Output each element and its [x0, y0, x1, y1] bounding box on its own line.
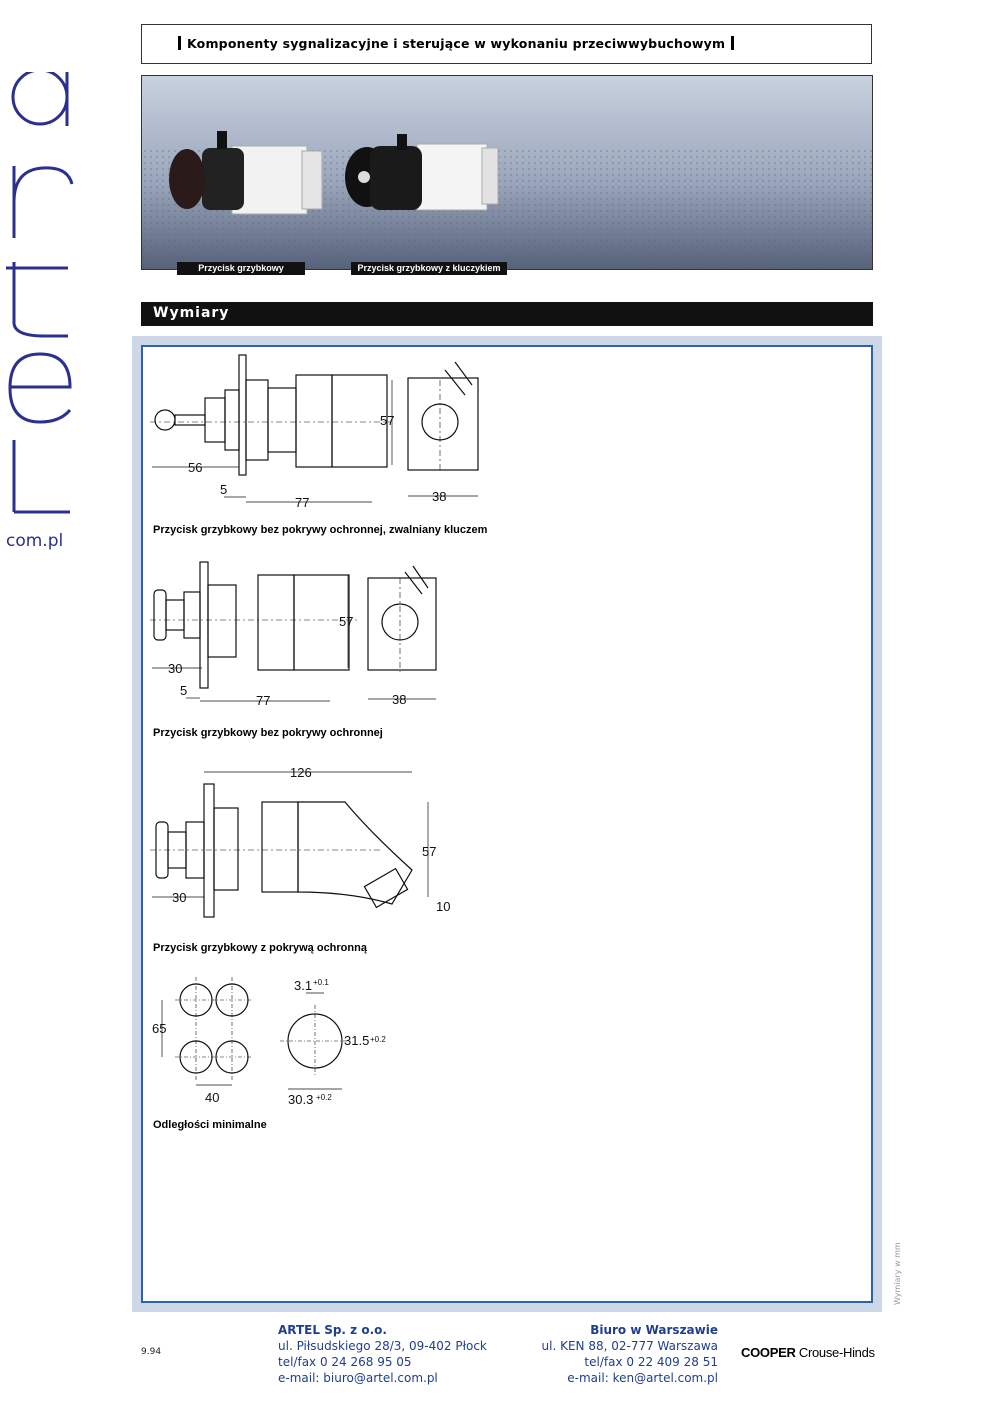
dim-38: 38	[432, 489, 447, 504]
cooper-logo	[741, 1345, 875, 1360]
phone: tel/fax 0 22 409 28 51	[584, 1355, 718, 1369]
office-name: Biuro w Warszawie	[590, 1323, 718, 1337]
brand-rest: Crouse-Hinds	[798, 1345, 875, 1360]
email: e-mail: ken@artel.com.pl	[567, 1371, 718, 1385]
figure-caption-3: Przycisk grzybkowy z pokrywą ochronną	[153, 942, 367, 954]
page-number: 9.94	[141, 1347, 162, 1357]
product-photo-banner	[141, 75, 873, 270]
drawing-key-button	[150, 350, 490, 515]
drawing-covered-button	[150, 762, 460, 930]
dim-10: 10	[436, 899, 451, 914]
dim-57: 57	[339, 614, 354, 629]
dim-65: 65	[152, 1021, 167, 1036]
logo-suffix: com.pl	[6, 531, 64, 551]
address-plock	[278, 1322, 487, 1386]
company-name: ARTEL Sp. z o.o.	[278, 1323, 387, 1337]
figure-caption-4: Odległości minimalne	[153, 1119, 267, 1131]
header-title: Komponenty sygnalizacyjne i sterujące w wykonaniu przeciwwybuchowym	[178, 36, 734, 51]
dim-57: 57	[380, 413, 395, 428]
section-title: Wymiary	[153, 305, 230, 321]
drawing-mushroom-button	[150, 560, 450, 715]
street: ul. KEN 88, 02-777 Warszawa	[541, 1339, 718, 1353]
section-header	[141, 302, 873, 326]
dim-30: 30	[168, 661, 183, 676]
drawing-minimum-spacing	[150, 975, 410, 1110]
phone: tel/fax 0 24 268 95 05	[278, 1355, 412, 1369]
dim-5: 5	[180, 683, 188, 698]
dim-56: 56	[188, 460, 203, 475]
artel-logo	[4, 72, 76, 552]
address-warsaw	[520, 1322, 718, 1386]
street: ul. Piłsudskiego 28/3, 09-402 Płock	[278, 1339, 487, 1353]
units-note: Wymiary w mm	[893, 1242, 902, 1305]
tol-31-5: +0.2	[370, 1035, 386, 1044]
dim-30: 30	[172, 890, 187, 905]
tol-3-1: +0.1	[313, 978, 329, 987]
figure-caption-1: Przycisk grzybkowy bez pokrywy ochronnej, zwalniany kluczem	[153, 524, 488, 536]
tol-30-3: +0.2	[316, 1093, 332, 1102]
dim-31-5: 31.5	[344, 1033, 370, 1048]
dim-5: 5	[220, 482, 228, 497]
header	[141, 24, 872, 64]
dim-3-1: 3.1	[294, 978, 313, 993]
email: e-mail: biuro@artel.com.pl	[278, 1371, 438, 1385]
dim-77: 77	[295, 495, 310, 510]
dim-126: 126	[290, 765, 312, 780]
dim-77: 77	[256, 693, 271, 708]
brand-bold: COOPER	[741, 1345, 796, 1360]
dim-40: 40	[205, 1090, 220, 1105]
banner-caption-2: Przycisk grzybkowy z kluczykiem	[351, 262, 507, 275]
figure-caption-2: Przycisk grzybkowy bez pokrywy ochronnej	[153, 727, 383, 739]
dim-30-3: 30.3	[288, 1092, 314, 1107]
dim-38: 38	[392, 692, 407, 707]
banner-caption-1: Przycisk grzybkowy	[177, 262, 305, 275]
dim-57: 57	[422, 844, 437, 859]
banner-image	[142, 76, 872, 269]
